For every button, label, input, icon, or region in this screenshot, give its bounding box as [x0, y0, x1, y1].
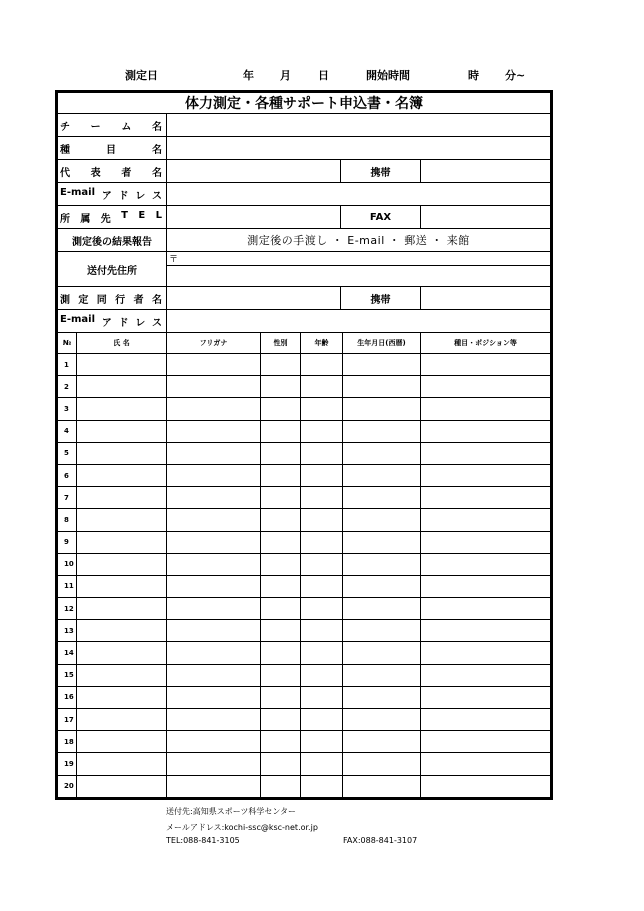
companion-mobile-label: 携帯 — [341, 287, 421, 310]
roster-row — [58, 509, 551, 531]
roster-cell-furigana[interactable] — [167, 354, 261, 376]
roster-cell-birthdate[interactable] — [343, 509, 421, 531]
row-number: 12 — [58, 598, 77, 620]
row-number: 19 — [58, 753, 77, 775]
row-number: 2 — [58, 376, 77, 398]
team-name-label — [58, 114, 167, 137]
row-number: 16 — [58, 686, 77, 708]
roster-cell-name[interactable] — [77, 575, 167, 597]
roster-cell-birthdate[interactable] — [343, 598, 421, 620]
roster-cell-name[interactable] — [77, 753, 167, 775]
roster-cell-position[interactable] — [421, 464, 551, 486]
minute-label: 分~ — [505, 69, 526, 82]
address-field[interactable] — [167, 266, 551, 287]
roster-cell-age[interactable] — [301, 376, 343, 398]
roster-cell-furigana[interactable] — [167, 709, 261, 731]
mobile-field[interactable] — [421, 160, 551, 183]
roster-cell-gender[interactable] — [261, 420, 301, 442]
roster-cell-name[interactable] — [77, 420, 167, 442]
roster-cell-name[interactable] — [77, 464, 167, 486]
column-header-gender: 性別 — [261, 333, 301, 354]
roster-cell-name[interactable] — [77, 642, 167, 664]
roster-cell-gender[interactable] — [261, 775, 301, 797]
roster-cell-position[interactable] — [421, 354, 551, 376]
rep-label-text: 代 表 者 名 — [60, 167, 162, 179]
roster-header-row — [58, 333, 551, 354]
footer-tel: TEL:088-841-3105 — [166, 836, 240, 845]
roster-cell-furigana[interactable] — [167, 420, 261, 442]
roster-row — [58, 709, 551, 731]
roster-row — [58, 775, 551, 797]
email-field[interactable] — [167, 183, 551, 206]
roster-cell-birthdate[interactable] — [343, 487, 421, 509]
roster-cell-name[interactable] — [77, 354, 167, 376]
roster-cell-name[interactable] — [77, 664, 167, 686]
roster-row — [58, 553, 551, 575]
footer-destination: 送付先:高知県スポーツ科学センター — [166, 807, 297, 816]
row-number: 14 — [58, 642, 77, 664]
roster-row — [58, 376, 551, 398]
row-number: 17 — [58, 709, 77, 731]
roster-cell-position[interactable] — [421, 775, 551, 797]
roster-cell-furigana[interactable] — [167, 775, 261, 797]
roster-cell-position[interactable] — [421, 642, 551, 664]
row-number: 11 — [58, 575, 77, 597]
roster-cell-name[interactable] — [77, 398, 167, 420]
roster-cell-position[interactable] — [421, 553, 551, 575]
column-header-birthdate: 生年月日(西暦) — [343, 333, 421, 354]
month-label: 月 — [280, 69, 291, 82]
fax-label: FAX — [341, 206, 421, 229]
roster-cell-furigana[interactable] — [167, 598, 261, 620]
roster-row — [58, 686, 551, 708]
roster-cell-furigana[interactable] — [167, 487, 261, 509]
footer-email: メールアドレス:kochi-ssc@ksc-net.or.jp — [166, 823, 318, 832]
roster-cell-age[interactable] — [301, 464, 343, 486]
roster-cell-birthdate[interactable] — [343, 376, 421, 398]
roster-cell-furigana[interactable] — [167, 531, 261, 553]
roster-cell-position[interactable] — [421, 709, 551, 731]
hour-label: 時 — [468, 69, 479, 82]
roster-cell-name[interactable] — [77, 598, 167, 620]
row-number: 20 — [58, 775, 77, 797]
date-label: 測定日 — [125, 69, 158, 82]
column-header-name: 氏 名 — [77, 333, 167, 354]
roster-cell-gender[interactable] — [261, 686, 301, 708]
roster-cell-name[interactable] — [77, 709, 167, 731]
roster-cell-birthdate[interactable] — [343, 420, 421, 442]
roster-cell-position[interactable] — [421, 531, 551, 553]
roster-cell-position[interactable] — [421, 686, 551, 708]
roster-cell-gender[interactable] — [261, 509, 301, 531]
column-header-age: 年齢 — [301, 333, 343, 354]
roster-cell-name[interactable] — [77, 731, 167, 753]
roster-cell-name[interactable] — [77, 620, 167, 642]
companion-label — [58, 287, 167, 310]
roster-cell-birthdate[interactable] — [343, 753, 421, 775]
roster-cell-age[interactable] — [301, 420, 343, 442]
roster-cell-furigana[interactable] — [167, 464, 261, 486]
roster-cell-age[interactable] — [301, 664, 343, 686]
roster-cell-age[interactable] — [301, 775, 343, 797]
roster-cell-age[interactable] — [301, 642, 343, 664]
cemail-label-text: E-mail ア ド レ ス — [60, 313, 162, 329]
row-number: 5 — [58, 442, 77, 464]
roster-cell-name[interactable] — [77, 376, 167, 398]
roster-cell-position[interactable] — [421, 620, 551, 642]
affiliation-tel-field[interactable] — [167, 206, 341, 229]
roster-cell-gender[interactable] — [261, 531, 301, 553]
email-label-text: E-mail ア ド レ ス — [60, 186, 162, 202]
row-number: 6 — [58, 464, 77, 486]
address-label: 送付先住所 — [58, 252, 167, 287]
comp-label-text: 測 定 同 行 者 名 — [60, 294, 162, 306]
roster-cell-position[interactable] — [421, 420, 551, 442]
roster-cell-age[interactable] — [301, 398, 343, 420]
roster-cell-name[interactable] — [77, 775, 167, 797]
sport-label — [58, 137, 167, 160]
roster-cell-position[interactable] — [421, 509, 551, 531]
roster-cell-furigana[interactable] — [167, 553, 261, 575]
roster-cell-birthdate[interactable] — [343, 731, 421, 753]
roster-cell-gender[interactable] — [261, 464, 301, 486]
row-number: 3 — [58, 398, 77, 420]
roster-cell-age[interactable] — [301, 442, 343, 464]
form-title: 体力測定・各種サポート申込書・名簿 — [58, 93, 551, 114]
roster-cell-birthdate[interactable] — [343, 620, 421, 642]
roster-cell-age[interactable] — [301, 620, 343, 642]
roster-cell-gender[interactable] — [261, 376, 301, 398]
roster-cell-birthdate[interactable] — [343, 642, 421, 664]
roster-cell-position[interactable] — [421, 442, 551, 464]
roster-cell-birthdate[interactable] — [343, 398, 421, 420]
roster-cell-gender[interactable] — [261, 664, 301, 686]
roster-cell-furigana[interactable] — [167, 620, 261, 642]
tel-label-text: 所 属 先 T E L — [60, 209, 162, 225]
sport-field[interactable] — [167, 137, 551, 160]
row-number: 18 — [58, 731, 77, 753]
row-number: 4 — [58, 420, 77, 442]
roster-cell-birthdate[interactable] — [343, 531, 421, 553]
column-header-no: № — [58, 333, 77, 354]
roster-cell-birthdate[interactable] — [343, 553, 421, 575]
footer-fax: FAX:088-841-3107 — [343, 836, 418, 845]
roster-cell-position[interactable] — [421, 753, 551, 775]
roster-cell-age[interactable] — [301, 598, 343, 620]
roster-cell-birthdate[interactable] — [343, 354, 421, 376]
roster-cell-position[interactable] — [421, 598, 551, 620]
fax-field[interactable] — [421, 206, 551, 229]
roster-cell-position[interactable] — [421, 575, 551, 597]
representative-label — [58, 160, 167, 183]
roster-cell-age[interactable] — [301, 553, 343, 575]
row-number: 15 — [58, 664, 77, 686]
companion-field[interactable] — [167, 287, 341, 310]
roster-cell-gender[interactable] — [261, 553, 301, 575]
roster-row — [58, 620, 551, 642]
report-label: 測定後の結果報告 — [58, 229, 167, 252]
row-number: 10 — [58, 553, 77, 575]
affiliation-tel-label — [58, 206, 167, 229]
roster-row — [58, 731, 551, 753]
roster-row — [58, 575, 551, 597]
email-label — [58, 183, 167, 206]
roster-cell-furigana[interactable] — [167, 686, 261, 708]
roster-cell-position[interactable] — [421, 731, 551, 753]
roster-cell-gender[interactable] — [261, 487, 301, 509]
row-number: 9 — [58, 531, 77, 553]
roster-cell-age[interactable] — [301, 753, 343, 775]
roster-cell-position[interactable] — [421, 398, 551, 420]
roster-cell-gender[interactable] — [261, 398, 301, 420]
roster-cell-age[interactable] — [301, 354, 343, 376]
roster-row — [58, 442, 551, 464]
roster-row — [58, 398, 551, 420]
report-options[interactable]: 測定後の手渡し ・ E-mail ・ 郵送 ・ 来館 — [167, 229, 551, 252]
column-header-furigana: フリガナ — [167, 333, 261, 354]
roster-cell-gender[interactable] — [261, 642, 301, 664]
postal-code-field[interactable]: 〒 — [167, 252, 551, 266]
roster-row — [58, 753, 551, 775]
roster-cell-furigana[interactable] — [167, 376, 261, 398]
row-number: 8 — [58, 509, 77, 531]
team-label-text: チ ー ム 名 — [60, 121, 162, 133]
roster-cell-name[interactable] — [77, 553, 167, 575]
roster-cell-birthdate[interactable] — [343, 664, 421, 686]
roster-cell-furigana[interactable] — [167, 753, 261, 775]
roster-cell-furigana[interactable] — [167, 575, 261, 597]
mobile-label: 携帯 — [341, 160, 421, 183]
roster-cell-gender[interactable] — [261, 709, 301, 731]
roster-cell-name[interactable] — [77, 686, 167, 708]
roster-cell-furigana[interactable] — [167, 509, 261, 531]
team-name-field[interactable] — [167, 114, 551, 137]
roster-cell-age[interactable] — [301, 709, 343, 731]
roster-row — [58, 420, 551, 442]
companion-mobile-field[interactable] — [421, 287, 551, 310]
roster-cell-furigana[interactable] — [167, 442, 261, 464]
roster-cell-position[interactable] — [421, 664, 551, 686]
row-number: 13 — [58, 620, 77, 642]
roster-cell-furigana[interactable] — [167, 731, 261, 753]
representative-field[interactable] — [167, 160, 341, 183]
year-label: 年 — [243, 69, 254, 82]
roster-row — [58, 464, 551, 486]
roster-cell-name[interactable] — [77, 531, 167, 553]
roster-cell-birthdate[interactable] — [343, 442, 421, 464]
roster-cell-furigana[interactable] — [167, 398, 261, 420]
roster-row — [58, 598, 551, 620]
roster-cell-gender[interactable] — [261, 731, 301, 753]
roster-row — [58, 354, 551, 376]
roster-cell-age[interactable] — [301, 731, 343, 753]
roster-cell-age[interactable] — [301, 509, 343, 531]
sport-label-text: 種 目 名 — [60, 144, 162, 156]
roster-row — [58, 487, 551, 509]
companion-email-label — [58, 310, 167, 333]
roster-cell-age[interactable] — [301, 575, 343, 597]
roster-cell-name[interactable] — [77, 442, 167, 464]
roster-cell-age[interactable] — [301, 686, 343, 708]
roster-row — [58, 531, 551, 553]
roster-cell-furigana[interactable] — [167, 642, 261, 664]
roster-cell-position[interactable] — [421, 376, 551, 398]
row-number: 1 — [58, 354, 77, 376]
roster-cell-birthdate[interactable] — [343, 686, 421, 708]
roster-row — [58, 664, 551, 686]
start-time-label: 開始時間 — [366, 69, 410, 82]
roster-cell-furigana[interactable] — [167, 664, 261, 686]
roster-cell-age[interactable] — [301, 531, 343, 553]
roster-row — [58, 642, 551, 664]
roster-cell-name[interactable] — [77, 487, 167, 509]
application-form — [55, 90, 553, 800]
roster-cell-gender[interactable] — [261, 620, 301, 642]
roster-cell-gender[interactable] — [261, 442, 301, 464]
roster-cell-birthdate[interactable] — [343, 464, 421, 486]
roster-cell-gender[interactable] — [261, 575, 301, 597]
day-label: 日 — [318, 69, 329, 82]
companion-email-field[interactable] — [167, 310, 551, 333]
roster-cell-gender[interactable] — [261, 354, 301, 376]
row-number: 7 — [58, 487, 77, 509]
roster-cell-birthdate[interactable] — [343, 775, 421, 797]
roster-cell-gender[interactable] — [261, 598, 301, 620]
roster-cell-age[interactable] — [301, 487, 343, 509]
roster-cell-birthdate[interactable] — [343, 575, 421, 597]
roster-cell-position[interactable] — [421, 487, 551, 509]
roster-table — [57, 332, 551, 798]
roster-cell-birthdate[interactable] — [343, 709, 421, 731]
roster-cell-gender[interactable] — [261, 753, 301, 775]
applicant-info-table — [57, 92, 551, 333]
column-header-position: 種目・ポジション等 — [421, 333, 551, 354]
roster-cell-name[interactable] — [77, 509, 167, 531]
